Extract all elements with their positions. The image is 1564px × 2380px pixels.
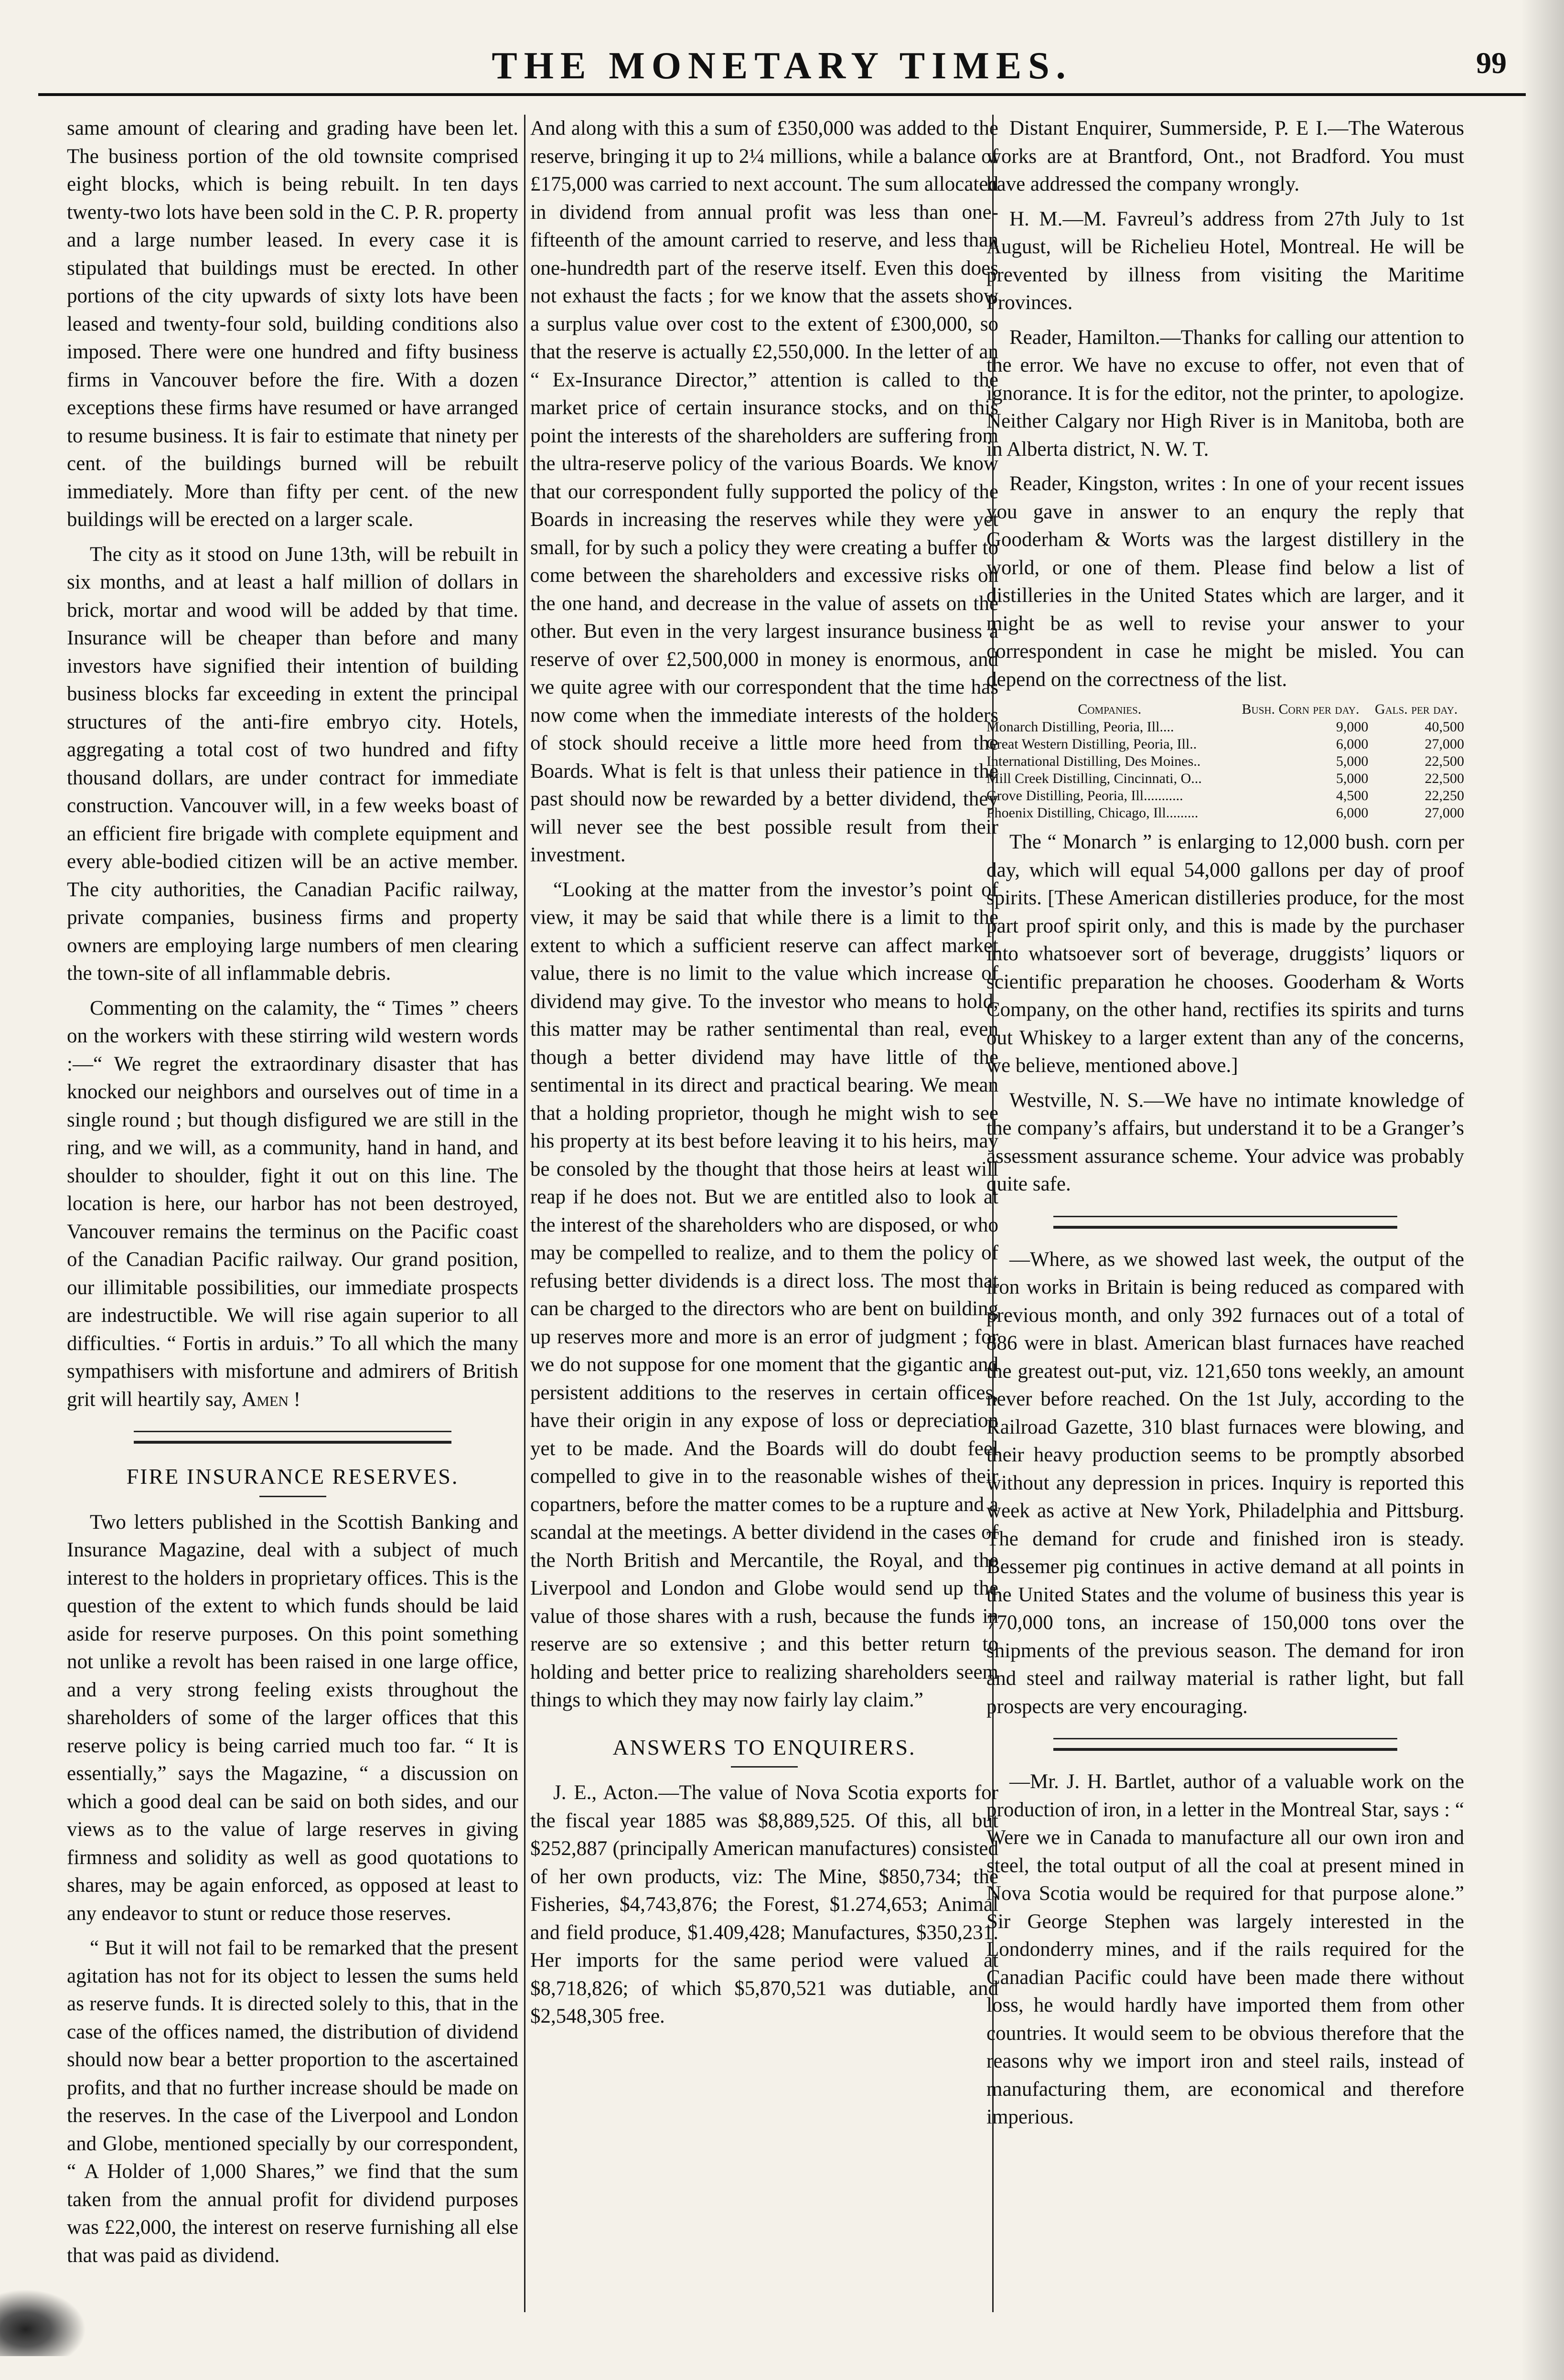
table-cell: Great Western Distilling, Peoria, Ill.. — [986, 736, 1197, 752]
section-heading: ANSWERS TO ENQUIRERS. — [612, 1735, 916, 1759]
table-cell: Monarch Distilling, Peoria, Ill.... — [986, 719, 1174, 735]
heading-rule — [259, 1496, 326, 1497]
amen-text: Amen ! — [242, 1388, 301, 1411]
article-paragraph: And along with this a sum of £350,000 was added to the reserve, bringing it up to 2¼ millions, while a balance of £175,000 was carried to next account. The sum allocated in dividend from annual profit was less than one-fifteenth of the amount carried to reserve, and less than one-hundredth part of the reserve itself. Even this does not exhaust the facts ; for we know that the assets show a surplus value over cost to the extent of £300,000, so that the reserve is actually £2,550,000. In the letter of an “ Ex-Insurance Director,” attention is called to the market price of certain insurance stocks, and on this point the interests of the shareholders are suffering from the ultra-reserve policy of the various Boards. We know that our correspondent fully supported the policy of the Boards in increasing the reserves while they were yet small, for by such a policy they were creating a buffer to come between the shareholders and excessive risks on the one hand, and decrease in the value of assets on the other. But even in the very largest insurance business a reserve of over £2,500,000 in money is enormous, and we quite agree with our correspondent that the time has now come when the immediate interests of the holders of stock should receive a little more heed from the Boards. What is felt is that unless their patience in the past should now be rewarded by a better dividend, they will never see the best possible result from their investment. — [530, 117, 998, 866]
table-cell: Mill Creek Distilling, Cincinnati, O... — [986, 771, 1202, 786]
distilleries-table — [986, 700, 1464, 822]
table-cell: International Distilling, Des Moines.. — [986, 753, 1201, 769]
article-paragraph: The city as it stood on June 13th, will be rebuilt in six months, and at least a half million of dollars in brick, mortar and wood will be added by that time. Insurance will be cheaper than before and many investors have signified their intention of building business blocks far exceeding in extent the principal structures of the anti-fire embryo city. Hotels, aggregating a total cost of two hundred and fifty thousand dollars, are under contract for immediate construction. Vancouver will, in a few weeks boast of an efficient fire brigade with complete equipment and every able-bodied citizen will be an active member. The city authorities, the Canadian Pacific railway, private companies, business firms and property owners are employing large numbers of men clearing the town-site of all inflammable debris. — [67, 543, 518, 985]
column-2 — [530, 115, 998, 2331]
ink-smudge — [0, 2289, 86, 2356]
table-row — [986, 718, 1464, 736]
section-rule — [1053, 1738, 1397, 1751]
table-row — [986, 736, 1464, 753]
section-heading: FIRE INSURANCE RESERVES. — [126, 1464, 459, 1489]
answer-paragraph: The “ Monarch ” is enlarging to 12,000 bush. corn per day, which will equal 54,000 gallons per day of proof spirits. [These American distilleries produce, for the most part proof spirit only, and this is made by the purchaser into whatsoever sort of beverage, druggists’ liquors or scientific preparation he chooses. Gooderham & Worts Company, on the other hand, rectifies its spirits and turns out Whiskey to a larger extent than any of the concerns, we believe, mentioned above.] — [986, 831, 1464, 1077]
table-cell: 5,000 — [1336, 771, 1369, 786]
table-row — [986, 753, 1464, 770]
answer-paragraph: Westville, N. S.—We have no intimate knowledge of the company’s affairs, but understand it to be a Granger’s assessment assurance scheme. Your advice was probably quite safe. — [986, 1089, 1464, 1195]
masthead — [38, 26, 1526, 96]
article-paragraph: same amount of clearing and grading have been let. The business portion of the old townsite comprised eight blocks, which is being rebuilt. In ten days twenty-two lots have been sold in the C. P. R. property and a large number leased. In every case it is stipulated that buildings must be erected. In other portions of the city upwards of sixty lots have been leased and twenty-four sold, building conditions also imposed. There were one hundred and fifty business firms in Vancouver before the fire. With a dozen exceptions these firms have resumed or have arranged to resume business. It is fair to estimate that ninety per cent. of the buildings burned will be rebuilt immediately. More than fifty per cent. of the new buildings will be erected on a larger scale. — [67, 117, 518, 531]
table-cell: 22,250 — [1425, 788, 1464, 804]
article-text: Commenting on the calamity, the “ Times ” cheers on the workers with these stirring wild western words :—“ We regret the extraordinary disaster that has knocked our neighbors and ourselves out of time in a single round ; but though disfigured we are still in the ring, and we will, as a community, hand in hand, and shoulder to shoulder, fight it out on this line. The location is here, our harbor has not been destroyed, Vancouver remains the terminus on the Pacific coast of the Canadian Pacific railway. Our grand position, our illimitable possibilities, our immediate prospects are indestructible. We will rise again superior to all difficulties. “ Fortis in arduis.” To all which the many sympathisers with misfortune and admirers of British grit will heartily say, — [67, 997, 518, 1411]
table-cell: 4,500 — [1336, 788, 1369, 804]
table-cell: 22,500 — [1425, 771, 1464, 786]
news-paragraph: —Where, as we showed last week, the output of the iron works in Britain is being reduced as compared with previous month, and only 392 furnaces out of a total of 886 were in blast. American blast furnaces have reached the greatest out-put, viz. 121,650 tons weekly, an amount never before reached. On the 1st July, according to the Railroad Gazette, 310 blast furnaces were blowing, and their heavy production seems to be promptly absorbed without any depression in prices. Inquiry is reported this week as active at New York, Philadelphia and Pittsburg. The demand for crude and finished iron is steady. Bessemer pig continues in active demand at all points in the United States and the volume of business this year is 770,000 tons, an increase of 150,000 tons over the shipments of the previous season. The demand for iron and steel and railway material is rather light, but fall prospects are very encouraging. — [986, 1248, 1464, 1718]
table-cell: 5,000 — [1336, 753, 1369, 769]
column-1 — [67, 115, 518, 2331]
article-paragraph: “Looking at the matter from the investor’s point of view, it may be said that while there is a limit to the extent to which a sufficient reserve can affect market value, there is no limit to the value which increase of dividend may give. To the investor who means to hold, this matter may be rather sentimental than real, even though a better dividend may have little of the sentimental in its direct and practical bearing. We mean that a holding proprietor, though he might wish to see his property at its best before leaving it to his heirs, may be consoled by the thought that those heirs at least will reap if he does not. But we are entitled also to look at the interest of the shareholders who are disposed, or who may be compelled to realize, and to them the policy of refusing better dividends is a direct loss. The most that can be charged to the directors who are bent on building up reserves more and more is an error of judgment ; for we do not suppose for one moment that the gigantic and persistent additions to the reserves in certain offices, have their origin in any expose of loss or depreciation yet to be made. And the Boards will do doubt feel compelled to give in to the reasonable wishes of their copartners, before the matter comes to be a rupture and a scandal at the meetings. A better dividend in the cases of the North British and Mercantile, the Royal, and the Liverpool and London and Globe would send up the value of those shares with a rush, because the funds in reserve are so extensive ; and this better return to holding and better price to realizing shareholders seem things to which they may now fairly lay claim.” — [530, 878, 998, 1711]
section-rule — [1053, 1216, 1397, 1229]
table-cell: 27,000 — [1425, 805, 1464, 821]
heading-rule — [731, 1766, 798, 1768]
table-cell: 40,500 — [1425, 719, 1464, 735]
table-row — [986, 770, 1464, 787]
table-cell: 9,000 — [1336, 719, 1369, 735]
table-row — [986, 787, 1464, 804]
news-paragraph: —Mr. J. H. Bartlet, author of a valuable work on the production of iron, in a letter in the Montreal Star, says : “ Were we in Canada to manufacture all our own iron and steel, the total output of all the coal at present mined in Nova Scotia would be required for that purpose alone.” Sir George Stephen was largely interested in the Londonderry mines, and if the rails required for the Canadian Pacific could have been made there without loss, he would hardly have imported them from other countries. It would seem to be obvious therefore that the reasons why we import iron and steel rails, instead of manufacturing them, are economical and therefore imperious. — [986, 1770, 1464, 2128]
answer-paragraph: Reader, Hamilton.—Thanks for calling our attention to the error. We have no excuse to offer, not even that of ignorance. It is for the editor, not the printer, to apologize. Neither Calgary nor High River is in Manitoba, both are in Alberta district, N. W. T. — [986, 326, 1464, 461]
table-header: Gals. per day. — [1374, 701, 1458, 717]
section-rule — [134, 1431, 451, 1444]
page-number: 99 — [1476, 46, 1507, 80]
table-cell: 27,000 — [1425, 736, 1464, 752]
table-cell: 6,000 — [1336, 805, 1369, 821]
column-3 — [986, 115, 1464, 2331]
table-cell: 6,000 — [1336, 736, 1369, 752]
table-header: Companies. — [1078, 701, 1142, 717]
table-cell: 22,500 — [1425, 753, 1464, 769]
answer-paragraph: Reader, Kingston, writes : In one of your recent issues you gave in answer to an enqury the reply that Gooderham & Worts was the largest distillery in the world, or one of them. Please find below a list of distilleries in the United States which are larger, and it might be as well to revise your answer to your correspondent in case he might be misled. You can depend on the correctness of the list. — [986, 472, 1464, 691]
table-cell: Phoenix Distilling, Chicago, Ill......... — [986, 805, 1199, 821]
table-row — [986, 804, 1464, 822]
article-paragraph: Two letters published in the Scottish Banking and Insurance Magazine, deal with a subject of much interest to the holders in proprietary offices. This is the question of the extent to which funds should be laid aside for reserve purposes. On this point something not unlike a revolt has been raised in one large office, and a very strong feeling exists throughout the shareholders of some of the larger offices that this reserve policy is being carried much too far. “ It is essentially,” says the Magazine, “ a discussion on which a good deal can be said on both sides, and our views as to the value of large reserves in giving firmness and solidity as well as good quotations to shares, may be again enforced, as opposed at least to any endeavor to stunt or reduce those reserves. — [67, 1511, 518, 1925]
article-paragraph — [67, 995, 518, 1414]
newspaper-title: THE MONETARY TIMES. — [492, 45, 1072, 87]
answer-paragraph: J. E., Acton.—The value of Nova Scotia exports for the fiscal year 1885 was $8,889,525. Of this, all but $252,887 (principally American manufactures) consisted of her own products, viz: The Mine, $850,734; the Fisheries, $4,743,876; the Forest, $1.274,653; Animal and field produce, $1.409,428; Manufactures, $350,231. Her imports for the same period were valued at $8,718,826; of which $5,870,521 was dutiable, and $2,548,305 free. — [530, 1781, 998, 2027]
column-divider-1 — [524, 115, 525, 2312]
page-edge-shadow — [1521, 0, 1564, 2380]
answer-paragraph: Distant Enquirer, Summerside, P. E I.—The Waterous works are at Brantford, Ont., not Bradford. You must have addressed the company wrongly. — [986, 117, 1464, 195]
article-paragraph: “ But it will not fail to be remarked that the present agitation has not for its object to lessen the sums held as reserve funds. It is directed solely to this, that in the case of the offices named, the distribution of dividend should now bear a better proportion to the ascertained profits, and that no further increase should be made on the reserves. In the case of the Liverpool and London and Globe, mentioned specially by our correspondent, “ A Holder of 1,000 Shares,” we find that the sum taken from the annual profit for dividend purposes was £22,000, the interest on reserve furnishing all else that was paid as dividend. — [67, 1937, 518, 2267]
table-cell: Grove Distilling, Peoria, Ill........... — [986, 788, 1183, 804]
answer-paragraph: H. M.—M. Favreul’s address from 27th July to 1st August, will be Richelieu Hotel, Montreal. He will be prevented by illness from visiting the Maritime Provinces. — [986, 207, 1464, 314]
table-header: Bush. Corn per day. — [1242, 701, 1360, 717]
